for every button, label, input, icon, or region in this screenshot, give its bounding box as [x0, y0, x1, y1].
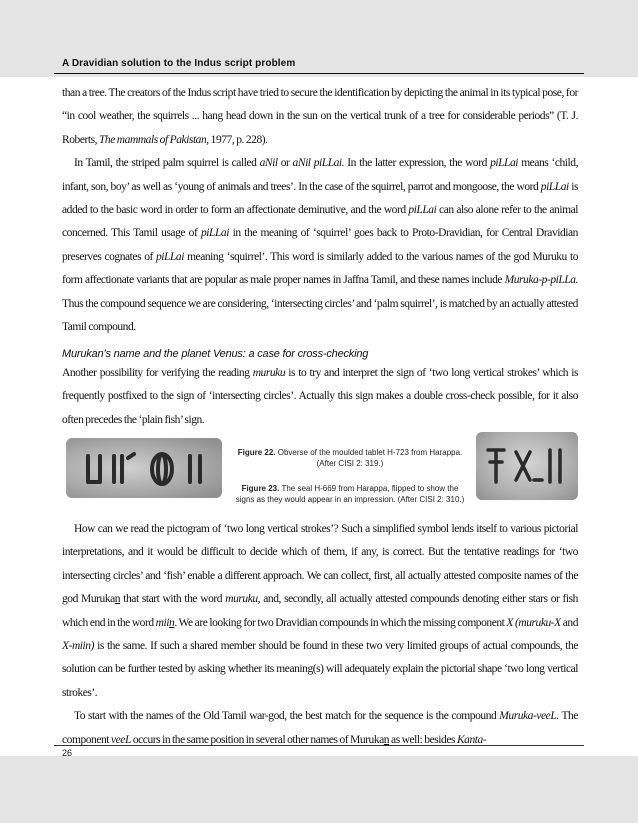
header-rule [54, 73, 584, 74]
text-block-2 [62, 362, 578, 432]
seal-signs-icon [476, 432, 578, 500]
text-block-1 [62, 82, 578, 339]
paragraph-tamil-pillai: In Tamil, the striped palm squirrel is called aNil or aNil piLLai. In the latter expression, the word piLLai means ‘child, infant, son, boy’ as well as ‘young of animals and trees’. In the case of the squirrel, parrot and mongoose, the word piLLai is added to the basic word in order to form an affectionate deminutive, and the word piLLai can also alone refer to the animal concerned. This Tamil usage of piLLai in the meaning of ‘squirrel’ goes back to Proto-Dravidian, for Central Dravidian preserves cognates of piLLai meaning ‘squirrel’. This word is similarly added to the various names of the god Muruku to form affectionate variants that are popular as male proper names in Jaffna Tamil, and these names include Muruka-p-piLLa. Thus the compound sequence we are considering, ‘intersecting circles’ and ‘palm squirrel’, is matched by an actually attested Tamil compound. [62, 157, 579, 334]
figure-23-seal-image [476, 432, 578, 500]
paragraph-two-strokes: How can we read the pictogram of ‘two long vertical strokes’? Such a simplified symbol lends itself to various pictorial interpretations, and it would be difficult to decide which of them, if any, is correct. But the tentative readings for ‘two intersecting circles’ and ‘fish’ enable a different approach. We can collect, first, all actually attested composite names of the god Murukan that start with the word muruku, and, secondly, all actually attested compounds denoting either stars or fish which end in the word miin. We are looking for two Dravidian compounds in which the missing component X (muruku-X and X-miin) is the same. If such a shared member should be found in these two very limited groups of actual compounds, the solution can be further tested by asking whether its meaning(s) will adequately explain the pictorial shape ‘two long vertical strokes’. [62, 523, 578, 699]
footer-band [0, 756, 638, 823]
running-header: A Dravidian solution to the Indus script problem [62, 58, 296, 69]
footer-rule [54, 745, 584, 746]
figure-22-caption: Figure 22. Obverse of the moulded tablet H-723 from Harappa. (After CISI 2: 319.) [237, 448, 463, 468]
paragraph-verifying-muruku: Another possibility for verifying the reading muruku is to try and interpret the sign of ‘two long vertical strokes’ which is frequently postfixed to the sign of ‘intersecting circles’. Actually this sign makes a double cross-check possible, for it also often precedes the ‘plain fish’ sign. [62, 367, 578, 426]
figure-22-tablet-image [66, 438, 222, 498]
section-heading: Murukan’s name and the planet Venus: a case for cross-checking [62, 348, 369, 360]
page-number: 26 [62, 748, 73, 758]
figure-23-caption: Figure 23. The seal H-669 from Harappa, flipped to show the signs as they would appear in an impression. (After CISI 2: 310.) [235, 484, 465, 504]
paragraph-squirrel-pose: than a tree. The creators of the Indus script have tried to secure the identification by depicting the animal in its typical pose, for “in cool weather, the squirrels ... hang head down in the sun on the vertical trunk of a tree for considerable periods” (T. J. Roberts, The mammals of Pakistan, 1977, p. 228). [62, 87, 578, 146]
tablet-signs-icon [66, 438, 222, 498]
paragraph-war-god: To start with the names of the Old Tamil war-god, the best match for the sequence is the compound Muruka-veeL. The component veeL occurs in the same position in several other names of Murukan as well: besides Kanta- [62, 710, 578, 746]
text-block-3 [62, 518, 578, 752]
